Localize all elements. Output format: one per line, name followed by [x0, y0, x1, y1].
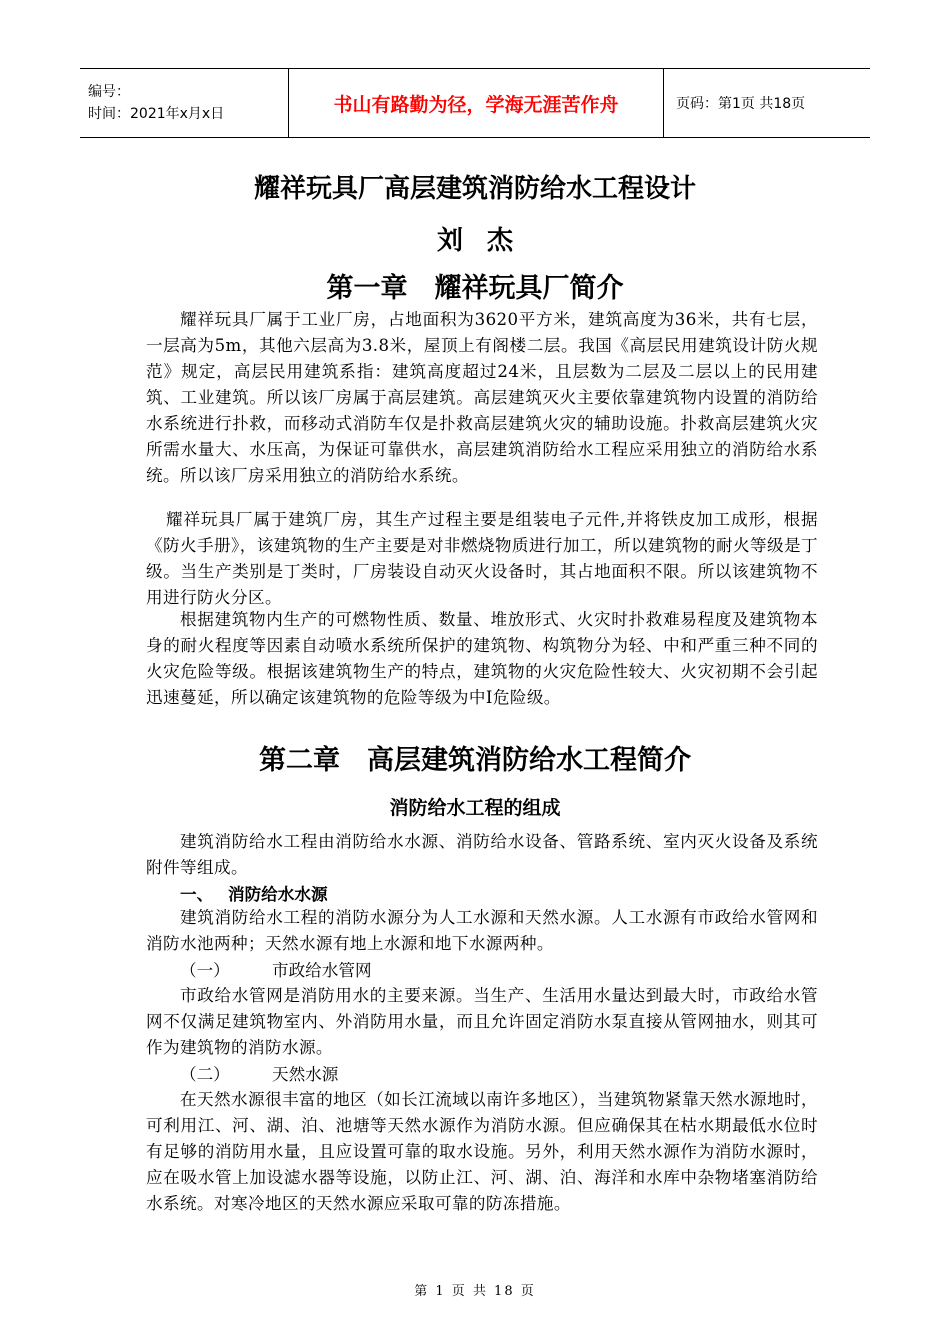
document-author: 刘杰: [436, 226, 537, 256]
header-motto: 书山有路勤为径，学海无涯苦作舟: [289, 69, 664, 137]
paragraph: 市政给水管网是消防用水的主要来源。当生产、生活用水量达到最大时，市政给水管网不仅满足建筑物室内、外消防用水量，而且允许固定消防水泵直接从管网抽水，则其可作为建筑物的消防水源。: [146, 986, 818, 1057]
subsection-heading: [180, 881, 328, 905]
subsection-number: 一、: [180, 885, 214, 904]
document-header: [80, 68, 870, 138]
document-title: 耀祥玩具厂高层建筑消防给水工程设计: [253, 174, 696, 204]
paragraph: 在天然水源很丰富的地区（如长江流域以南许多地区），当建筑物紧靠天然水源地时，可利用江、河、湖、泊、池塘等天然水源作为消防水源。但应确保其在枯水期最低水位时有足够的消防用水量，且应设置可靠的取水设施。另外，利用天然水源作为消防水源时，应在吸水管上加设滤水器等设施，以防止江、河、湖、泊、海洋和水库中杂物堵塞消防给水系统。对寒冷地区的天然水源应采取可靠的防冻措施。: [146, 1090, 818, 1213]
document-time-label: 时间：2021年x月x日: [88, 106, 225, 122]
list-item-number: （二）: [180, 1065, 230, 1084]
list-item-title: 天然水源: [272, 1065, 339, 1084]
list-item-number: （一）: [180, 961, 230, 980]
subsection-title: 消防给水水源: [228, 885, 328, 904]
section-heading: 消防给水工程的组成: [389, 797, 561, 819]
list-item-title: 市政给水管网: [272, 961, 372, 980]
page-footer: 第 1 页 共 18 页: [414, 1284, 536, 1299]
paragraph: 耀祥玩具厂属于工业厂房，占地面积为3620平方米，建筑高度为36米，共有七层，一层高为5m，其他六层高为3.8米，屋顶上有阁楼二层。我国《高层民用建筑设计防火规范》规定，高层民用建筑系指：建筑高度超过24米，且层数为二层及二层以上的民用建筑、工业建筑。所以该厂房属于高层建筑。高层建筑灭火主要依靠建筑物内设置的消防给水系统进行扑救，而移动式消防车仅是扑救高层建筑火灾的辅助设施。扑救高层建筑火灾所需水量大、水压高，为保证可靠供水，高层建筑消防给水工程应采用独立的消防给水系统。所以该厂房采用独立的消防给水系统。: [146, 310, 818, 485]
header-meta: [80, 69, 289, 137]
paragraph: 建筑消防给水工程的消防水源分为人工水源和天然水源。人工水源有市政给水管网和消防水池两种；天然水源有地上水源和地下水源两种。: [146, 908, 818, 953]
list-item-heading: [180, 957, 372, 981]
chapter-2-heading: 第二章 高层建筑消防给水工程简介: [259, 745, 691, 776]
document-number-label: 编号：: [88, 84, 130, 100]
list-item-heading: [180, 1061, 338, 1085]
chapter-1-heading: 第一章 耀祥玩具厂简介: [326, 273, 624, 304]
paragraph: 耀祥玩具厂属于建筑厂房，其生产过程主要是组装电子元件,并将铁皮加工成形，根据《防火手册》，该建筑物的生产主要是对非燃烧物质进行加工，所以建筑物的耐火等级是丁级。当生产类别是丁类时，厂房装设自动灭火设备时，其占地面积不限。所以该建筑物不用进行防火分区。: [146, 510, 818, 607]
header-page-info: 页码：第1页 共18页: [676, 96, 806, 112]
paragraph: 根据建筑物内生产的可燃物性质、数量、堆放形式、火灾时扑救难易程度及建筑物本身的耐火程度等因素自动喷水系统所保护的建筑物、构筑物分为轻、中和严重三种不同的火灾危险等级。根据该建筑物生产的特点，建筑物的火灾危险性较大、火灾初期不会引起迅速蔓延，所以确定该建筑物的危险等级为中Ⅰ危险级。: [146, 610, 818, 707]
paragraph: 建筑消防给水工程由消防给水水源、消防给水设备、管路系统、室内灭火设备及系统附件等组成。: [146, 832, 818, 877]
